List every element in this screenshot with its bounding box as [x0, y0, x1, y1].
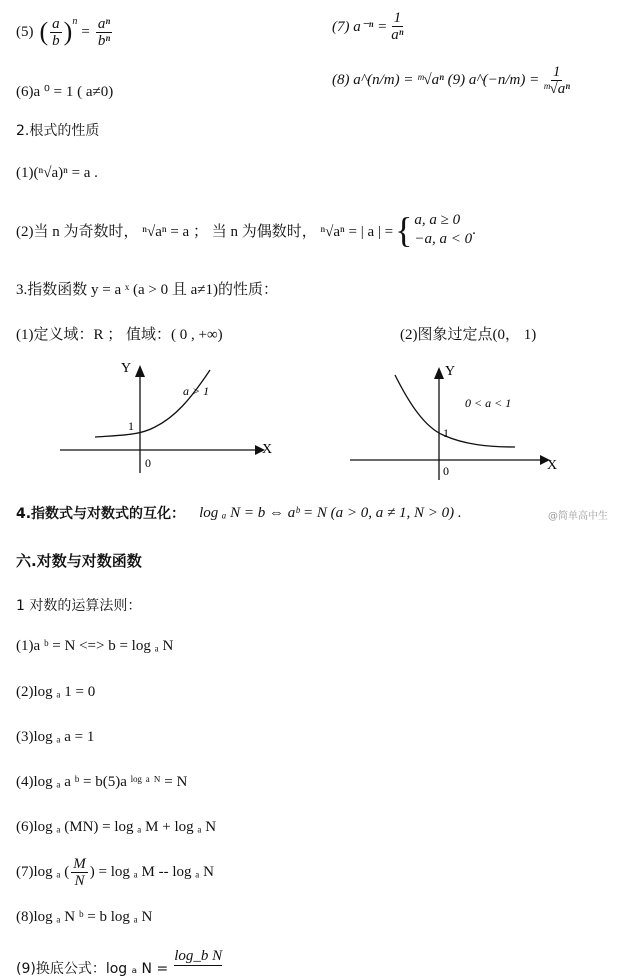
log-rule-1: (1)a ᵇ = N <=> b = log ₐ N — [16, 638, 174, 654]
log-rule-6: (6)log ₐ (MN) = log ₐ M + log ₐ N — [16, 819, 217, 835]
intercept-label: 1 — [443, 426, 449, 440]
rule-6: (6)a ⁰ = 1 ( a≠0) — [16, 84, 114, 100]
origin-label: 0 — [145, 456, 151, 470]
origin-label: 0 — [443, 464, 449, 478]
condition-label: a > 1 — [183, 384, 210, 398]
fixed-point: (2)图象过定点(0， 1) — [400, 327, 537, 343]
log-rule-2: (2)log ₐ 1 = 0 — [16, 684, 96, 700]
graph-a-greater-1 — [55, 355, 285, 480]
domain-range: (1)定义域：R ； 值域：( 0 , +∞) — [16, 327, 223, 343]
log-rule-9-partial: (9)换底公式：log ₐ N = log_b N — [16, 948, 223, 977]
watermark: @简单高中生 — [548, 511, 608, 522]
intercept-label: 1 — [128, 419, 134, 433]
graph-a-between-0-1 — [345, 355, 575, 480]
radical-property-1: (1)(ⁿ√a)ⁿ = a . — [16, 165, 98, 181]
radical-property-2: (2)当 n 为奇数时， ⁿ√aⁿ = a ； 当 n 为偶数时， ⁿ√aⁿ = | a | = { a, a ≥ 0 −a, a < 0 . — [16, 210, 476, 250]
log-rule-8: (8)log ₐ N ᵇ = b log ₐ N — [16, 909, 153, 925]
log-rule-3: (3)log ₐ a = 1 — [16, 729, 95, 745]
log-rule-4-5: (4)log ₐ a ᵇ = b(5)a ˡᵒᵍ ᵃ ᴺ = N — [16, 774, 188, 790]
section3-title: 3.指数函数 y = a ˣ (a > 0 且 a≠1)的性质： — [16, 282, 278, 298]
section6-subtitle: 1 对数的运算法则： — [16, 598, 142, 614]
rule-7: (7) a⁻ⁿ = $\frac{1}{\text{aⁿ}}$ — [332, 9, 404, 43]
section2-title: 2.根式的性质 — [16, 123, 100, 139]
section4: 4.指数式与对数式的互化： log ₐ N = b ⇔ aᵇ = N (a > 0, a ≠ 1, N > 0) . — [16, 504, 462, 522]
x-axis-label: X — [547, 458, 558, 473]
condition-label: 0 < a < 1 — [465, 396, 512, 410]
section6-title: 六.对数与对数函数 — [16, 552, 142, 570]
x-axis-label: X — [262, 442, 273, 457]
rule-8-9: (8) a^(n/m) = ᵐ√aⁿ (9) a^(−n/m) = $\frac{1}{\text{ᵐ√aⁿ}}$ — [332, 63, 570, 97]
y-axis-label: Y — [445, 364, 456, 379]
log-rule-7: (7)log ₐ ( $\frac{M}{N}$ ) = log ₐ M -- log ₐ N — [16, 855, 214, 889]
rule-5: (5) ( $\frac{a}{b}$ ) n = $\frac{\text{aⁿ}}{\text{bⁿ}}$ — [16, 15, 111, 49]
y-axis-label: Y — [121, 361, 132, 376]
